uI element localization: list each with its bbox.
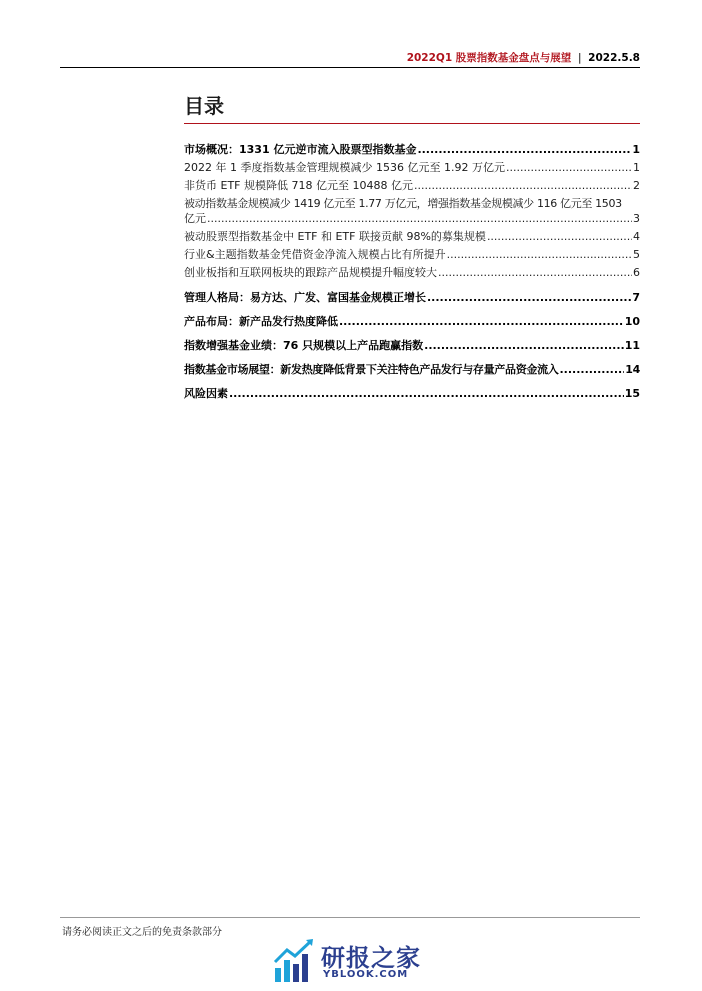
report-title: 2022Q1 股票指数基金盘点与展望: [406, 52, 572, 64]
header-divider: [60, 67, 640, 68]
toc-entry[interactable]: [184, 160, 640, 175]
toc-entry-label[interactable]: 非货币 ETF 规模降低 718 亿元至 10488 亿元: [184, 179, 413, 192]
toc-entry-label[interactable]: 指数增强基金业绩：76 只规模以上产品跑赢指数: [184, 339, 424, 352]
toc-leader-dots: [417, 142, 631, 157]
watermark: [273, 936, 443, 986]
toc-entry-page[interactable]: 7: [632, 291, 640, 304]
toc-leader-dots: [339, 314, 624, 329]
toc-leader-dots: [229, 386, 624, 401]
toc-title: 目录: [184, 94, 224, 118]
watermark-name-en: YBLOOK.COM: [323, 969, 409, 980]
toc-list: [184, 142, 640, 401]
toc-entry-continuation[interactable]: [184, 211, 640, 226]
toc-entry-page[interactable]: 10: [624, 315, 640, 328]
toc-leader-dots: [427, 290, 631, 305]
toc-entry-label[interactable]: 市场概况：1331 亿元逆市流入股票型指数基金: [184, 143, 417, 156]
toc-entry[interactable]: [184, 338, 640, 353]
toc-entry-page[interactable]: 1: [633, 161, 640, 174]
toc-entry-label[interactable]: 风险因素: [184, 387, 228, 400]
toc-entry[interactable]: [184, 196, 640, 226]
toc-leader-dots: [506, 160, 632, 175]
toc-entry[interactable]: [184, 142, 640, 157]
toc-entry-page[interactable]: 14: [625, 363, 640, 376]
toc-entry-page[interactable]: 1: [632, 143, 640, 156]
watermark-name-cn: 研报之家: [321, 944, 421, 972]
disclaimer-text: 请务必阅读正文之后的免责条款部分: [62, 927, 222, 938]
toc-entry[interactable]: [184, 314, 640, 329]
toc-entry-page[interactable]: 2: [633, 179, 640, 192]
toc-leader-dots: [438, 265, 632, 280]
toc-leader-dots: [414, 178, 632, 193]
report-date: 2022.5.8: [588, 52, 640, 64]
header-separator: |: [577, 52, 582, 64]
toc-entry[interactable]: [184, 362, 640, 377]
toc-leader-dots: [560, 362, 625, 377]
toc-entry[interactable]: [184, 178, 640, 193]
toc-leader-dots: [207, 211, 632, 226]
toc-entry-page[interactable]: 3: [633, 212, 640, 225]
toc-entry-label[interactable]: 2022 年 1 季度指数基金管理规模减少 1536 亿元至 1.92 万亿元: [184, 161, 505, 174]
toc-leader-dots: [447, 247, 632, 262]
toc-entry-page[interactable]: 4: [633, 230, 640, 243]
toc-entry[interactable]: [184, 229, 640, 244]
toc-entry-label-cont[interactable]: 亿元: [184, 212, 206, 225]
toc-entry-page[interactable]: 6: [633, 266, 640, 279]
footer-divider: [60, 917, 640, 918]
toc-entry[interactable]: [184, 386, 640, 401]
toc-leader-dots: [424, 338, 624, 353]
toc-entry[interactable]: [184, 247, 640, 262]
toc-entry[interactable]: [184, 265, 640, 280]
toc-entry[interactable]: [184, 290, 640, 305]
toc-entry-label[interactable]: 指数基金市场展望：新发热度降低背景下关注特色产品发行与存量产品资金流入: [184, 363, 559, 376]
bar-chart-logo-icon: [273, 938, 317, 984]
toc-entry-label[interactable]: 被动指数基金规模减少 1419 亿元至 1.77 万亿元，增强指数基金规模减少 116 亿元至 1503: [184, 197, 622, 210]
toc-entry-label[interactable]: 产品布局：新产品发行热度降低: [184, 315, 338, 328]
toc-entry-label[interactable]: 管理人格局：易方达、广发、富国基金规模正增长: [184, 291, 426, 304]
toc-entry-label[interactable]: 行业&主题指数基金凭借资金净流入规模占比有所提升: [184, 248, 446, 261]
toc-entry-label[interactable]: 创业板指和互联网板块的跟踪产品规模提升幅度较大: [184, 266, 437, 279]
toc-entry-page[interactable]: 15: [624, 387, 640, 400]
header-title: [407, 50, 640, 65]
toc-entry-page[interactable]: 5: [633, 248, 640, 261]
toc-title-divider: [184, 123, 640, 124]
toc-entry-label[interactable]: 被动股票型指数基金中 ETF 和 ETF 联接贡献 98%的募集规模: [184, 230, 486, 243]
toc-entry-page[interactable]: 11: [624, 339, 640, 352]
toc-leader-dots: [487, 229, 632, 244]
